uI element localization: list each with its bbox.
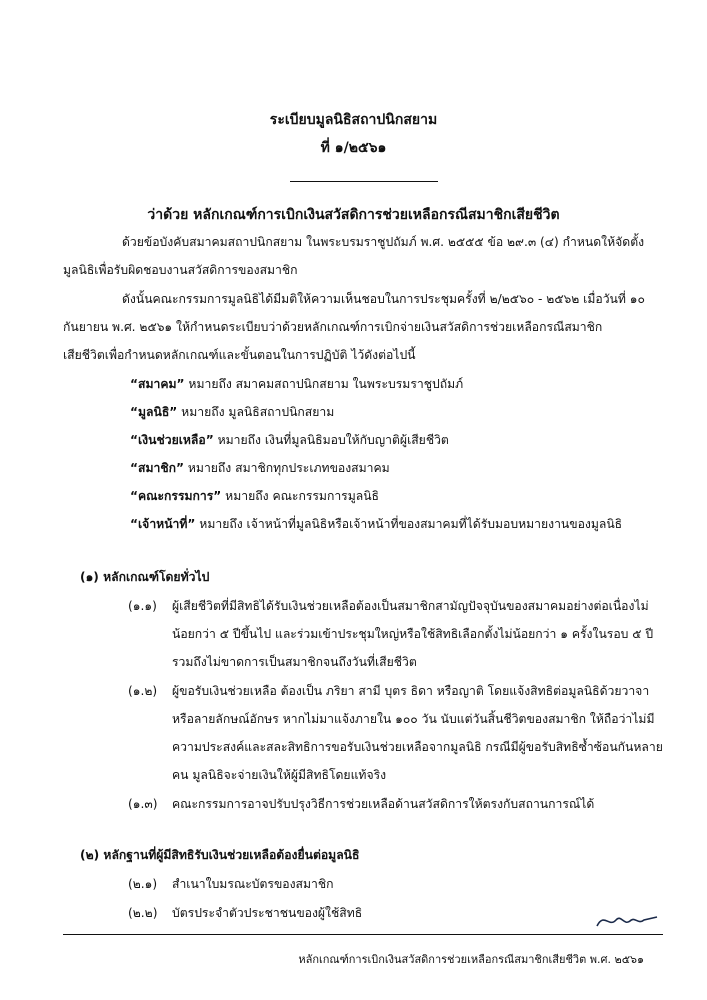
definition-meaning: หมายถึง คณะกรรมการมูลนิธิ <box>221 489 379 503</box>
item-number: (๑.๑) <box>128 599 157 613</box>
item-line: ผู้เสียชีวิตที่มีสิทธิได้รับเงินช่วยเหลือต้องเป็นสมาชิกสามัญปัจจุบันของสมาคมอย่างต่อเนื่องไม่ <box>172 599 649 613</box>
item-line: หรือลายลักษณ์อักษร หากไม่มาแจ้งภายใน ๑๐๐ วัน นับแต่วันสิ้นชีวิตของสมาชิก ให้ถือว่าไม่มี <box>172 712 655 726</box>
item-line: สำเนาใบมรณะบัตรของสมาชิก <box>172 877 334 891</box>
definition-term: “เจ้าหน้าที่” <box>130 517 196 531</box>
item-line: คณะกรรมการอาจปรับปรุงวิธีการช่วยเหลือด้านสวัสดิการให้ตรงกับสถานการณ์ได้ <box>172 797 595 811</box>
item-line: คน มูลนิธิจะจ่ายเงินให้ผู้มีสิทธิโดยแท้จริง <box>172 768 387 782</box>
definition-item <box>130 404 334 420</box>
item-line: บัตรประจำตัวประชาชนของผู้ใช้สิทธิ <box>172 906 363 920</box>
preamble-p2-line1: ดังนั้นคณะกรรมการมูลนิธิได้มีมติให้ความเห็นชอบในการประชุมครั้งที่ ๒/๒๕๖๐ - ๒๕๖๒ เมื่อวันที่ ๑๐ <box>122 292 645 306</box>
definition-term: “สมาคม” <box>130 377 185 391</box>
definition-meaning: หมายถึง เงินที่มูลนิธิมอบให้กับญาติผู้เสียชีวิต <box>213 433 449 447</box>
item-line: ผู้ขอรับเงินช่วยเหลือ ต้องเป็น ภริยา สามี บุตร ธิดา หรือญาติ โดยแจ้งสิทธิต่อมูลนิธิด้วยวาจา <box>172 684 650 698</box>
definition-term: “เงินช่วยเหลือ” <box>130 433 214 447</box>
definition-term: “มูลนิธิ” <box>130 405 178 419</box>
definition-term: “สมาชิก” <box>130 461 184 475</box>
document-subject: ว่าด้วย หลักเกณฑ์การเบิกเงินสวัสดิการช่วยเหลือกรณีสมาชิกเสียชีวิต <box>147 207 560 223</box>
item-number: (๑.๒) <box>128 684 158 698</box>
footer-divider <box>63 934 663 935</box>
item-number: (๒.๑) <box>128 877 158 891</box>
footer-text: หลักเกณฑ์การเบิกเงินสวัสดิการช่วยเหลือกรณีสมาชิกเสียชีวิต พ.ศ. ๒๕๖๑ <box>298 953 644 966</box>
document-number: ที่ ๑/๒๕๖๑ <box>320 140 387 156</box>
section2-heading: (๒) หลักฐานที่ผู้มีสิทธิรับเงินช่วยเหลือต้องยื่นต่อมูลนิธิ <box>80 848 360 862</box>
preamble-p1-line1: ด้วยข้อบังคับสมาคมสถาปนิกสยาม ในพระบรมราชูปถัมภ์ พ.ศ. ๒๕๕๕ ข้อ ๒๙.๓ (๔) กำหนดให้จัดตั้ง <box>122 235 645 249</box>
title-divider <box>290 181 438 182</box>
item-line: ความประสงค์และสละสิทธิการขอรับเงินช่วยเหลือจากมูลนิธิ กรณีมีผู้ขอรับสิทธิซ้ำซ้อนกันหลาย <box>172 740 663 754</box>
definition-meaning: หมายถึง สมาคมสถาปนิกสยาม ในพระบรมราชูปถัมภ์ <box>184 377 464 391</box>
definition-meaning: หมายถึง มูลนิธิสถาปนิกสยาม <box>177 405 335 419</box>
item-number: (๑.๓) <box>128 797 158 811</box>
preamble-p1-line2: มูลนิธิเพื่อรับผิดชอบงานสวัสดิการของสมาชิก <box>63 263 298 277</box>
definition-item <box>130 460 390 476</box>
section1-heading: (๑) หลักเกณฑ์โดยทั่วไป <box>80 570 210 584</box>
definition-term: “คณะกรรมการ” <box>130 489 222 503</box>
item-line: รวมถึงไม่ขาดการเป็นสมาชิกจนถึงวันที่เสียชีวิต <box>172 655 417 669</box>
signature-icon <box>594 908 660 934</box>
definition-meaning: หมายถึง สมาชิกทุกประเภทของสมาคม <box>184 461 390 475</box>
item-number: (๒.๒) <box>128 906 158 920</box>
definition-item <box>130 488 379 504</box>
preamble-p2-line3: เสียชีวิตเพื่อกำหนดหลักเกณฑ์และขั้นตอนในการปฏิบัติ ไว้ดังต่อไปนี้ <box>63 348 416 362</box>
definition-meaning: หมายถึง เจ้าหน้าที่มูลนิธิหรือเจ้าหน้าที่ของสมาคมที่ได้รับมอบหมายงานของมูลนิธิ <box>195 517 623 531</box>
item-line: น้อยกว่า ๕ ปีขึ้นไป และร่วมเข้าประชุมใหญ่หรือใช้สิทธิเลือกตั้งไม่น้อยกว่า ๑ ครั้งในรอบ ๕ ปี <box>172 627 654 641</box>
definition-item <box>130 516 622 532</box>
document-title: ระเบียบมูลนิธิสถาปนิกสยาม <box>269 112 438 128</box>
definition-item <box>130 376 463 392</box>
preamble-p2-line2: กันยายน พ.ศ. ๒๕๖๑ ให้กำหนดระเบียบว่าด้วยหลักเกณฑ์การเบิกจ่ายเงินสวัสดิการช่วยเหลือกรณีสมาชิก <box>63 320 603 334</box>
definition-item <box>130 432 449 448</box>
